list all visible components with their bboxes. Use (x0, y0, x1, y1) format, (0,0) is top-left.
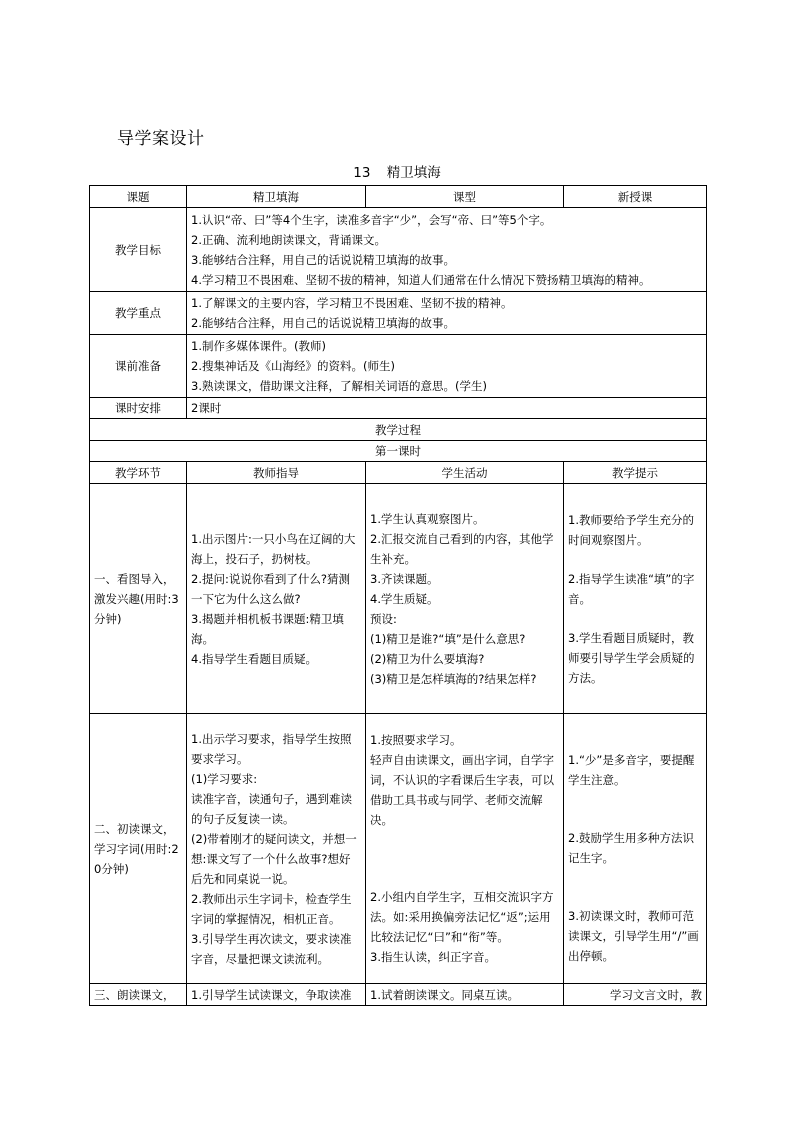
document-heading: 导学案设计 (117, 129, 205, 149)
focus-label: 教学重点 (90, 292, 187, 335)
student-step: 2.小组内自学生字，互相交流识字方法。如:采用换偏旁法记忆“返”;运用比较法记忆“曰”和“衔”等。 (370, 890, 554, 944)
schedule-value: 2课时 (187, 398, 707, 419)
stage-row (90, 484, 707, 714)
goal-item: 4.学习精卫不畏困难、坚韧不拔的精神，知道人们通常在什么情况下赞扬精卫填海的精神。 (191, 272, 651, 287)
prep-item: 3.熟读课文，借助课文注释，了解相关词语的意思。(学生) (191, 379, 487, 393)
focus-item: 2.能够结合注释，用自己的话说说精卫填海的故事。 (191, 316, 455, 330)
process-header-row (90, 462, 707, 484)
tips-cell (564, 484, 707, 714)
goal-item: 2.正确、流利地朗读课文，背诵课文。 (191, 232, 386, 247)
tip-item: 1.教师要给予学生充分的时间观察图片。 (568, 512, 694, 547)
goals-label: 教学目标 (90, 208, 187, 292)
schedule-label: 课时安排 (90, 398, 187, 419)
focus-content (187, 292, 707, 335)
goal-item: 1.认识“帝、曰”等4个生字，读准多音字“少”，会写“帝、曰”等5个字。 (191, 212, 552, 227)
period-row (90, 441, 707, 462)
prep-label: 课前准备 (90, 335, 187, 398)
topic-label: 课题 (90, 186, 187, 208)
teacher-step: 3.引导学生再次读文，要求读准字音，尽量把课文读流利。 (191, 931, 352, 966)
header-tips: 教学提示 (564, 462, 707, 484)
process-title: 教学过程 (90, 419, 707, 441)
stage-row (90, 984, 707, 1006)
tip-item: 3.学生看题目质疑时，教师要引导学生学会质疑的方法。 (568, 630, 695, 685)
lesson-number: 13 (353, 165, 371, 181)
focus-row (90, 292, 707, 335)
type-value: 新授课 (564, 186, 707, 208)
header-stage: 教学环节 (90, 462, 187, 484)
student-step: 1.学生认真观察图片。 (370, 511, 485, 526)
lesson-name: 精卫填海 (386, 165, 441, 181)
tip-item: 2.指导学生读准“填”的字音。 (568, 571, 695, 606)
student-cell (366, 714, 564, 984)
student-step: (3)精卫是怎样填海的?结果怎样? (370, 671, 537, 686)
student-step: 1.按照要求学习。 (370, 733, 462, 747)
topic-row (90, 186, 707, 208)
stage-row (90, 714, 707, 984)
student-step: 4.学生质疑。 (370, 591, 439, 606)
lesson-title (0, 161, 794, 181)
student-step: (2)精卫为什么要填海? (370, 651, 485, 666)
header-student: 学生活动 (366, 462, 564, 484)
teacher-step: 4.指导学生看题目质疑。 (191, 651, 317, 666)
teacher-step: 1.出示图片:一只小鸟在辽阔的大海上，投石子，扔树枝。 (191, 531, 356, 566)
process-title-row (90, 419, 707, 441)
teacher-step: (1)学习要求: (191, 771, 258, 786)
tip-item: 2.鼓励学生用多种方法识记生字。 (568, 831, 694, 865)
tips-cell (564, 714, 707, 984)
type-label: 课型 (366, 186, 564, 208)
goals-content (187, 208, 707, 292)
tips-cell: 学习文言文时，教 (564, 984, 707, 1006)
focus-item: 1.了解课文的主要内容，学习精卫不畏困难、坚韧不拔的精神。 (191, 296, 513, 310)
student-cell: 1.试着朗读课文。同桌互读。 (366, 984, 564, 1006)
teacher-cell (187, 484, 366, 714)
period-title: 第一课时 (90, 441, 707, 462)
stage-cell: 一、看图导入，激发兴趣(用时:3分钟) (90, 484, 187, 714)
student-cell (366, 484, 564, 714)
teacher-cell: 1.引导学生试读课文，争取读准 (187, 984, 366, 1006)
teacher-step: 2.教师出示生字词卡，检查学生字词的掌握情况，相机正音。 (191, 891, 352, 926)
prep-item: 2.搜集神话及《山海经》的资料。(师生) (191, 359, 395, 373)
prep-content (187, 335, 707, 398)
student-step: 2.汇报交流自己看到的内容，其他学生补充。 (370, 531, 554, 566)
teacher-step: 3.揭题并相机板书课题:精卫填海。 (191, 611, 344, 646)
student-step: 轻声自由读课文，画出字词，自学字词，不认识的字看课后生字表，可以借助工具书或与同学、老师交流解决。 (370, 753, 554, 827)
topic-value: 精卫填海 (187, 186, 366, 208)
student-step: 3.齐读课题。 (370, 571, 439, 586)
tip-item: 3.初读课文时，教师可范读课文，引导学生用“/”画出停顿。 (568, 909, 699, 963)
teacher-cell (187, 714, 366, 984)
lesson-plan-table (89, 185, 707, 1006)
prep-row (90, 335, 707, 398)
header-teacher: 教师指导 (187, 462, 366, 484)
student-step: 3.指生认读，纠正字音。 (370, 950, 496, 964)
schedule-row (90, 398, 707, 419)
tip-item: 1.“少”是多音字，要提醒学生注意。 (568, 753, 695, 787)
teacher-step: (2)带着刚才的疑问读文，并想一想:课文写了一个什么故事?想好后先和同桌说一说。 (191, 831, 357, 886)
teacher-step: 读准字音，读通句子，遇到难读的句子反复读一读。 (191, 791, 352, 826)
teacher-step: 1.出示学习要求，指导学生按照要求学习。 (191, 731, 352, 766)
goals-row (90, 208, 707, 292)
student-step: (1)精卫是谁?“填”是什么意思? (370, 631, 526, 646)
student-step: 预设: (370, 611, 397, 626)
teacher-step: 2.提问:说说你看到了什么?猜测一下它为什么这么做? (191, 571, 350, 606)
stage-cell: 三、朗读课文， (90, 984, 187, 1006)
prep-item: 1.制作多媒体课件。(教师) (191, 339, 326, 353)
stage-cell: 二、初读课文，学习字词(用时:20分钟) (90, 714, 187, 984)
goal-item: 3.能够结合注释，用自己的话说说精卫填海的故事。 (191, 252, 455, 267)
